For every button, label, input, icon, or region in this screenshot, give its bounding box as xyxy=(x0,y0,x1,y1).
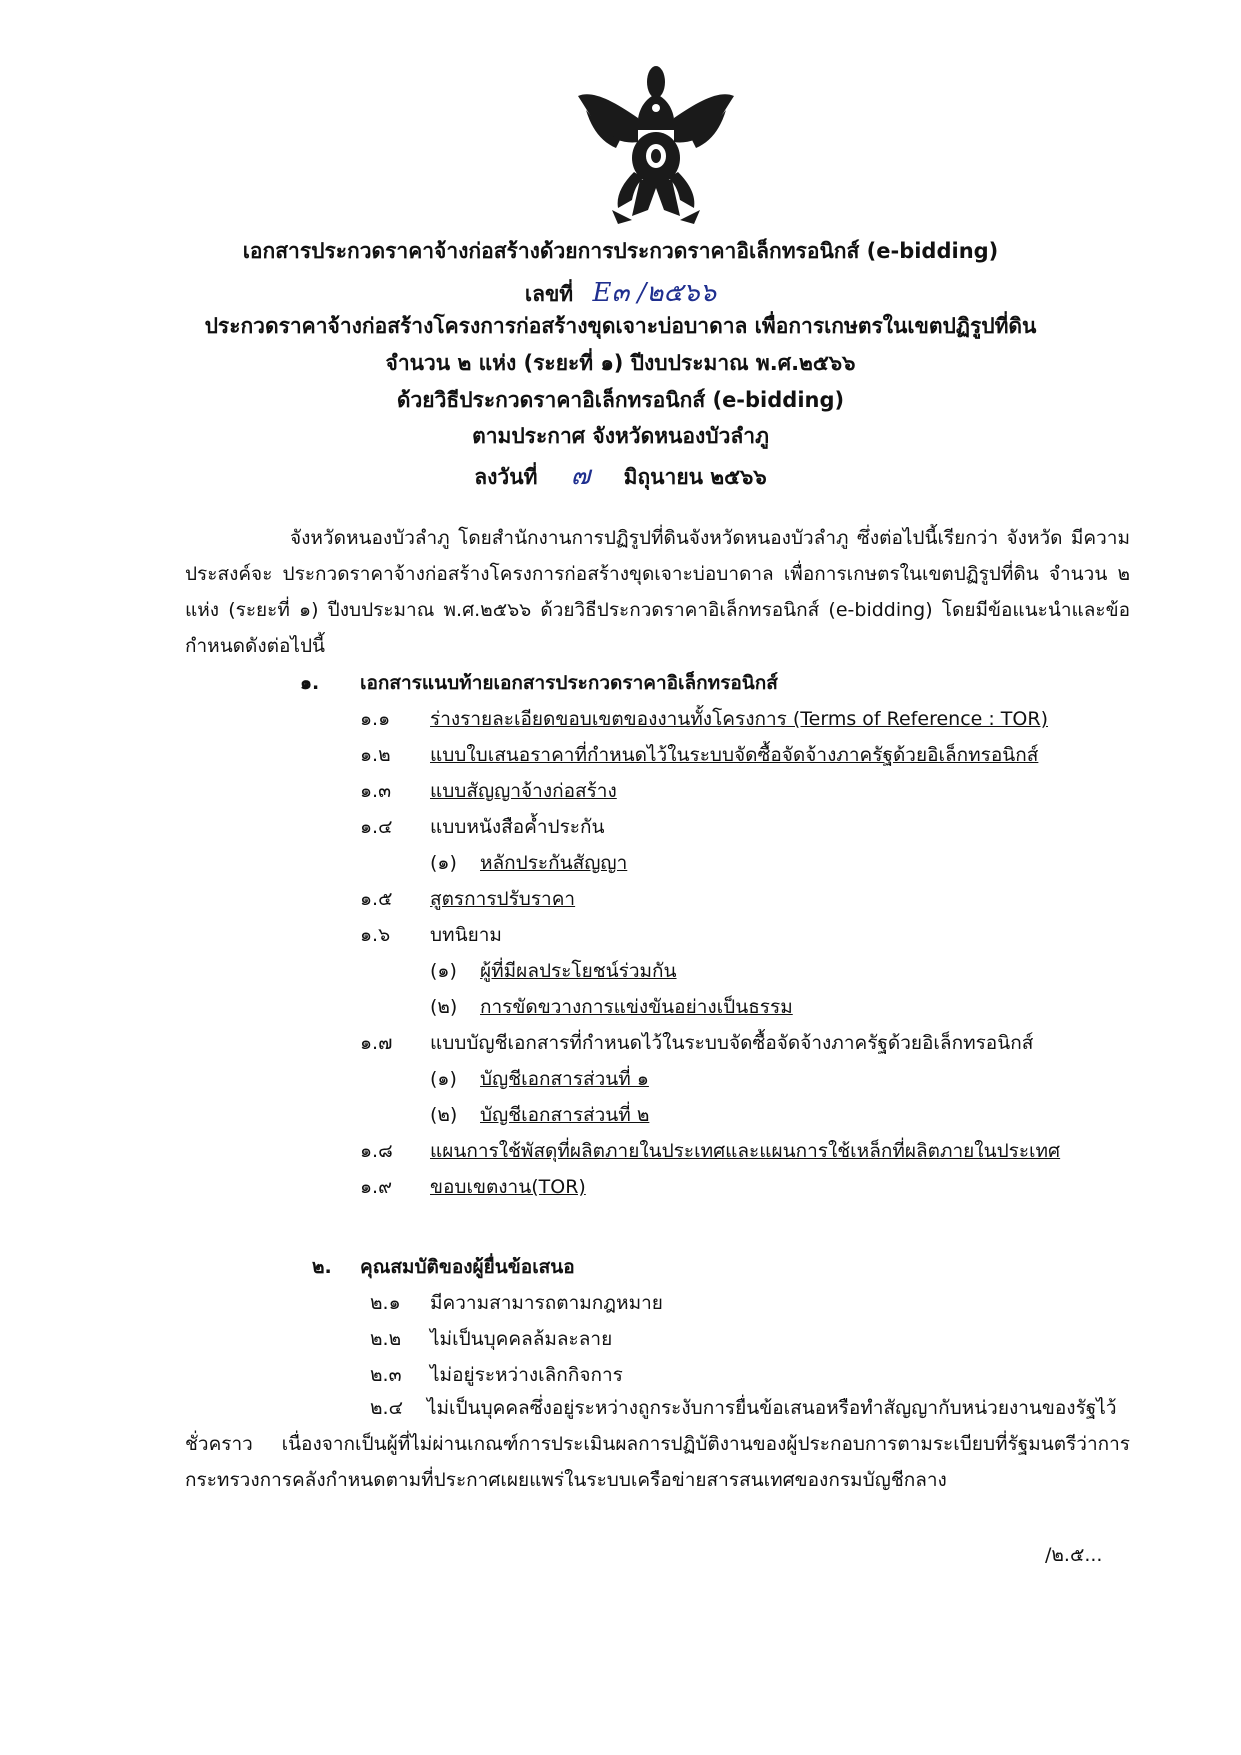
item-1-3-number: ๑.๓ xyxy=(360,780,392,802)
item-2-2-number: ๒.๒ xyxy=(370,1328,402,1350)
date-label: ลงวันที่ xyxy=(474,465,538,489)
section-2-number: ๒. xyxy=(312,1256,332,1278)
garuda-emblem-icon xyxy=(572,60,740,228)
project-line-1: ประกวดราคาจ้างก่อสร้างโครงการก่อสร้างขุดเจาะบ่อบาดาล เพื่อการเกษตรในเขตปฏิรูปที่ดิน xyxy=(204,314,1037,338)
project-line-2: จำนวน ๒ แห่ง (ระยะที่ ๑) ปีงบประมาณ พ.ศ.๒๕๖๖ xyxy=(385,351,856,375)
item-1-4-1-link[interactable]: หลักประกันสัญญา xyxy=(480,852,628,874)
date-day: ๗ xyxy=(570,461,591,491)
item-1-4-number: ๑.๔ xyxy=(360,816,393,838)
item-1-4-1-number: (๑) xyxy=(430,852,457,874)
item-1-8-number: ๑.๘ xyxy=(360,1140,393,1162)
announcement-line: ตามประกาศ จังหวัดหนองบัวลำภู xyxy=(472,424,769,448)
item-1-6-1-number: (๑) xyxy=(430,960,457,982)
item-1-7-2-link[interactable]: บัญชีเอกสารส่วนที่ ๒ xyxy=(480,1104,650,1126)
item-1-5-number: ๑.๕ xyxy=(360,888,393,910)
item-1-6-label: บทนิยาม xyxy=(430,924,502,946)
item-1-2-link[interactable]: แบบใบเสนอราคาที่กำหนดไว้ในระบบจัดซื้อจัดจ้างภาครัฐด้วยอิเล็กทรอนิกส์ xyxy=(430,744,1039,766)
item-1-9-number: ๑.๙ xyxy=(360,1176,393,1198)
date-month-year: มิถุนายน ๒๕๖๖ xyxy=(623,465,767,489)
item-2-3-number: ๒.๓ xyxy=(370,1364,402,1386)
item-1-5-link[interactable]: สูตรการปรับราคา xyxy=(430,888,576,910)
item-1-7-number: ๑.๗ xyxy=(360,1032,393,1054)
item-1-1-link[interactable]: ร่างรายละเอียดขอบเขตของงานทั้งโครงการ (Terms of Reference : TOR) xyxy=(430,708,1048,730)
item-1-6-1-link[interactable]: ผู้ที่มีผลประโยชน์ร่วมกัน xyxy=(480,960,677,982)
item-2-4-text: ไม่เป็นบุคคลซึ่งอยู่ระหว่างถูกระงับการยื่นข้อเสนอหรือทำสัญญากับหน่วยงานของรัฐไว้ชั่วคราว เนื่องจากเป็นผู้ที่ไม่ผ่านเกณฑ์การประเมินผลการปฏิบัติงานของผู้ประกอบการตามระเบียบที่รัฐมนตรีว่าการกระทรวงการคลังกำหนดตามที่ประกาศเผยแพร่ในระบบเครือข่ายสารสนเทศของกรมบัญชีกลาง xyxy=(185,1397,1130,1491)
document-number xyxy=(0,272,1241,313)
intro-paragraph xyxy=(185,520,1130,664)
item-1-6-2-number: (๒) xyxy=(430,996,458,1018)
continuation-marker: /๒.๕... xyxy=(1045,1544,1103,1566)
item-1-9-link[interactable]: ขอบเขตงาน(TOR) xyxy=(430,1176,586,1198)
item-1-8-link[interactable]: แผนการใช้พัสดุที่ผลิตภายในประเทศและแผนการใช้เหล็กที่ผลิตภายในประเทศ xyxy=(430,1140,1061,1162)
document-title: เอกสารประกวดราคาจ้างก่อสร้างด้วยการประกวดราคาอิเล็กทรอนิกส์ (e-bidding) xyxy=(242,239,999,263)
item-2-2-text: ไม่เป็นบุคคลล้มละลาย xyxy=(430,1328,613,1350)
number-value: E๓ /๒๕๖๖ xyxy=(592,278,717,308)
item-1-3-link[interactable]: แบบสัญญาจ้างก่อสร้าง xyxy=(430,780,617,802)
item-1-6-number: ๑.๖ xyxy=(360,924,391,946)
item-2-3-text: ไม่อยู่ระหว่างเลิกกิจการ xyxy=(430,1364,623,1386)
item-1-7-1-number: (๑) xyxy=(430,1068,457,1090)
item-2-4-number: ๒.๔ xyxy=(370,1397,403,1419)
item-2-1-number: ๒.๑ xyxy=(370,1292,401,1314)
item-1-2-number: ๑.๒ xyxy=(360,744,391,766)
section-1-title: เอกสารแนบท้ายเอกสารประกวดราคาอิเล็กทรอนิกส์ xyxy=(360,672,778,694)
item-1-4-label: แบบหนังสือค้ำประกัน xyxy=(430,816,605,838)
method-line: ด้วยวิธีประกวดราคาอิเล็กทรอนิกส์ (e-bidding) xyxy=(396,388,845,412)
item-1-7-2-number: (๒) xyxy=(430,1104,458,1126)
number-label: เลขที่ xyxy=(524,282,574,306)
section-1-number: ๑. xyxy=(300,672,320,694)
intro-text: จังหวัดหนองบัวลำภู โดยสำนักงานการปฏิรูปที่ดินจังหวัดหนองบัวลำภู ซึ่งต่อไปนี้เรียกว่า จังหวัด มีความประสงค์จะ ประกวดราคาจ้างก่อสร้างโครงการก่อสร้างขุดเจาะบ่อบาดาล เพื่อการเกษตรในเขตปฏิรูปที่ดิน จำนวน ๒ แห่ง (ระยะที่ ๑) ปีงบประมาณ พ.ศ.๒๕๖๖ ด้วยวิธีประกวดราคาอิเล็กทรอนิกส์ (e-bidding) โดยมีข้อแนะนำและข้อกำหนดดังต่อไปนี้ xyxy=(185,527,1130,657)
item-1-6-2-link[interactable]: การขัดขวางการแข่งขันอย่างเป็นธรรม xyxy=(480,996,793,1018)
date-line xyxy=(0,455,1241,496)
item-1-1-number: ๑.๑ xyxy=(360,708,391,730)
item-1-7-1-link[interactable]: บัญชีเอกสารส่วนที่ ๑ xyxy=(480,1068,649,1090)
item-2-1-text: มีความสามารถตามกฎหมาย xyxy=(430,1292,663,1314)
section-2-title: คุณสมบัติของผู้ยื่นข้อเสนอ xyxy=(360,1256,575,1278)
item-2-4-paragraph xyxy=(185,1390,1130,1498)
item-1-7-label: แบบบัญชีเอกสารที่กำหนดไว้ในระบบจัดซื้อจัดจ้างภาครัฐด้วยอิเล็กทรอนิกส์ xyxy=(430,1032,1034,1054)
